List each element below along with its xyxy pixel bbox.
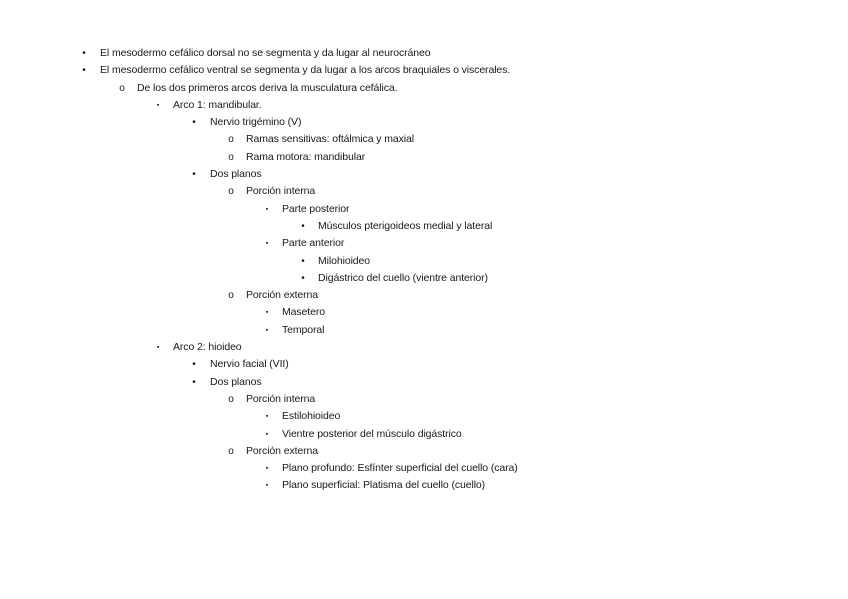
bullet-marker: • xyxy=(192,359,196,371)
list-item xyxy=(0,62,848,79)
list-item-text: Porción externa xyxy=(246,444,319,457)
list-item xyxy=(0,270,848,287)
list-item-text: Vientre posterior del músculo digástrico xyxy=(282,427,462,440)
bullet-marker: • xyxy=(192,117,196,129)
list-item-text: Porción externa xyxy=(246,289,319,302)
list-item-text: El mesodermo cefálico dorsal no se segmenta y da lugar al neurocráneo xyxy=(100,47,431,59)
list-item xyxy=(0,322,848,339)
list-item xyxy=(0,218,848,235)
list-item-text: Rama motora: mandibular xyxy=(246,150,366,163)
list-item xyxy=(0,45,848,62)
list-item xyxy=(0,166,848,183)
list-item-text: Estilohioideo xyxy=(282,410,341,423)
list-item xyxy=(0,408,848,425)
bullet-marker: ▪ xyxy=(265,326,269,334)
list-item xyxy=(0,443,848,460)
list-item-text: Nervio trigémino (V) xyxy=(210,116,302,129)
list-item xyxy=(0,339,848,356)
list-item xyxy=(0,149,848,166)
bullet-marker: • xyxy=(192,376,196,388)
list-item-text: Plano superficial: Platisma del cuello (cuello) xyxy=(282,479,486,492)
bullet-marker: ▪ xyxy=(265,309,269,317)
list-item-text: Ramas sensitivas: oftálmica y maxial xyxy=(246,133,414,146)
bulleted-outline xyxy=(0,45,848,495)
bullet-marker: o xyxy=(228,186,234,198)
bullet-marker: ▪ xyxy=(265,465,269,473)
list-item-text: Arco 1: mandibular. xyxy=(173,98,262,111)
list-item xyxy=(0,391,848,408)
list-item-text: Arco 2: hioideo xyxy=(173,341,242,354)
list-item-text: Nervio facial (VII) xyxy=(210,358,289,371)
list-item xyxy=(0,304,848,321)
list-item xyxy=(0,477,848,494)
list-item-text: Milohioideo xyxy=(318,254,371,267)
list-item xyxy=(0,287,848,304)
bullet-marker: o xyxy=(119,82,125,94)
list-item-text: Dos planos xyxy=(210,168,262,181)
bullet-marker: • xyxy=(301,255,305,267)
list-item xyxy=(0,131,848,148)
list-item-text: Digástrico del cuello (vientre anterior) xyxy=(318,271,488,284)
list-item xyxy=(0,235,848,252)
bullet-marker: ▪ xyxy=(156,101,160,109)
list-item-text: Parte anterior xyxy=(282,237,345,250)
bullet-marker: ▪ xyxy=(265,205,269,213)
list-item xyxy=(0,460,848,477)
bullet-marker: ▪ xyxy=(265,413,269,421)
list-item-text: Porción interna xyxy=(246,392,316,405)
list-item xyxy=(0,97,848,114)
list-item-text: Temporal xyxy=(282,323,325,336)
list-item-text: De los dos primeros arcos deriva la musculatura cefálica. xyxy=(137,81,398,94)
list-item xyxy=(0,356,848,373)
bullet-marker: • xyxy=(82,65,86,77)
bullet-marker: o xyxy=(228,393,234,405)
bullet-marker: o xyxy=(228,445,234,457)
list-item xyxy=(0,374,848,391)
list-item-text: El mesodermo cefálico ventral se segmenta y da lugar a los arcos braquiales o viscerales. xyxy=(100,64,511,77)
bullet-marker: ▪ xyxy=(265,482,269,490)
list-item-text: Porción interna xyxy=(246,185,316,198)
list-item-text: Plano profundo: Esfínter superficial del cuello (cara) xyxy=(282,462,518,475)
bullet-marker: o xyxy=(228,134,234,146)
list-item xyxy=(0,114,848,131)
list-item xyxy=(0,80,848,97)
bullet-marker: • xyxy=(82,48,86,59)
list-item-text: Músculos pterigoideos medial y lateral xyxy=(318,219,493,232)
bullet-marker: • xyxy=(301,220,305,232)
bullet-marker: o xyxy=(228,151,234,163)
list-item-text: Parte posterior xyxy=(282,202,350,215)
list-item xyxy=(0,201,848,218)
list-item xyxy=(0,253,848,270)
list-item-text: Dos planos xyxy=(210,375,262,388)
list-item xyxy=(0,426,848,443)
list-item xyxy=(0,183,848,200)
bullet-marker: ▪ xyxy=(265,240,269,248)
bullet-marker: • xyxy=(192,169,196,181)
bullet-marker: ▪ xyxy=(156,344,160,352)
bullet-marker: o xyxy=(228,290,234,302)
bullet-marker: ▪ xyxy=(265,430,269,438)
list-item-text: Masetero xyxy=(282,306,325,319)
bullet-marker: • xyxy=(301,272,305,284)
